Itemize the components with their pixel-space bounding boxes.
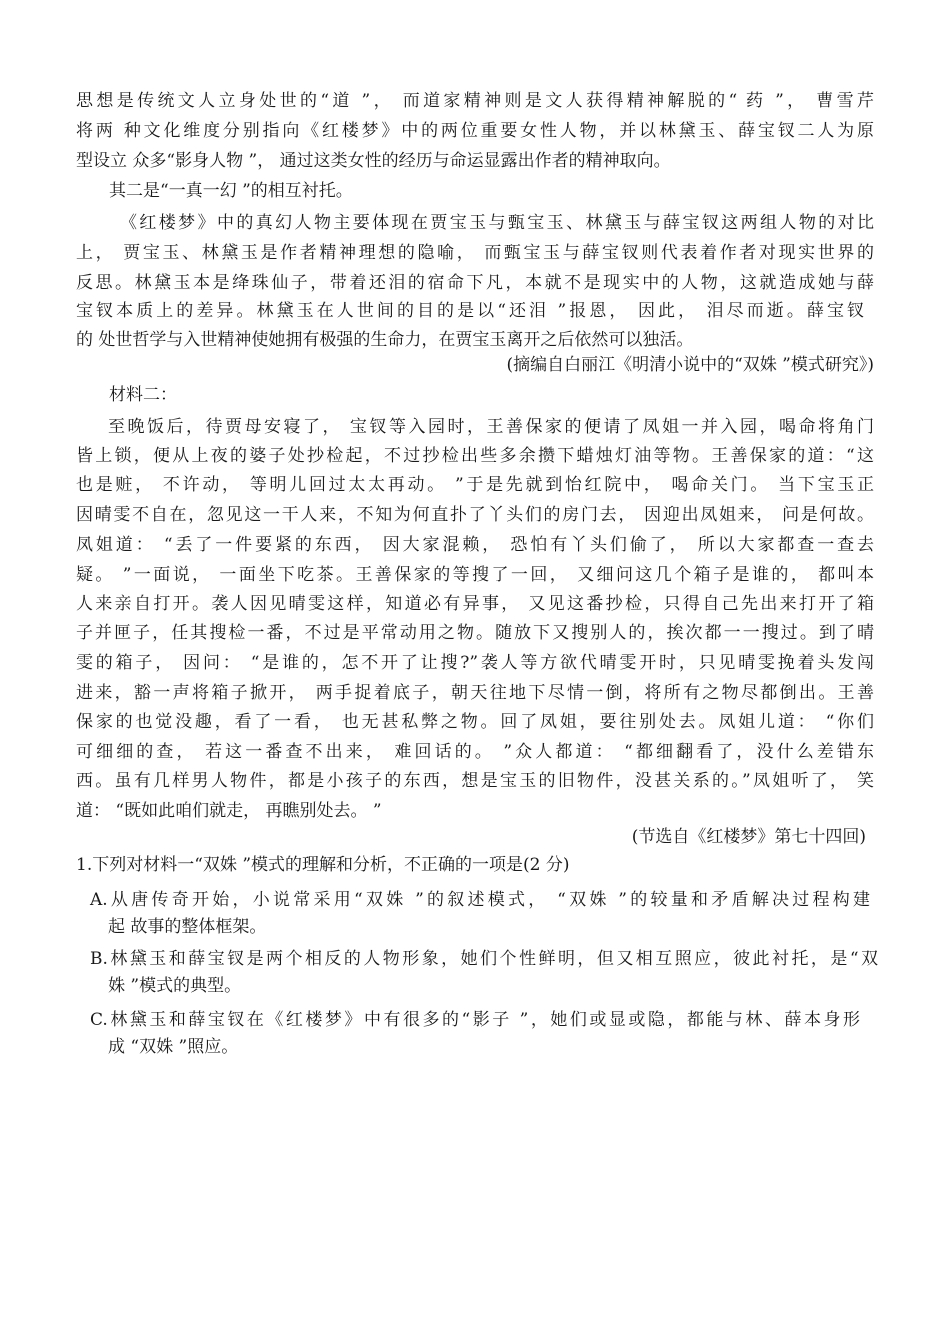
material-one-para2-line3: 反思。林黛玉本是绛珠仙子，带着还泪的宿命下凡，本就不是现实中的人物，这就造成她与薛 (76, 273, 874, 293)
material-two-line-10: 进来，豁一声将箱子掀开， 两手捉着底子，朝天往地下尽情一倒，将所有之物尽都倒出。王善 (76, 683, 874, 703)
material-two-heading: 材料二： (109, 385, 177, 405)
material-two-line-3: 也是赃， 不许动， 等明儿回过太太再动。 ”于是先就到怡红院中， 喝命关门。 当下宝玉正 (76, 475, 874, 495)
material-two-line-11: 保家的也觉没趣，看了一看， 也无甚私弊之物。回了凤姐，要往别处去。凤姐儿道： “你们 (76, 712, 874, 732)
material-two-line-6: 疑。 ”一面说， 一面坐下吃茶。王善保家的等搜了一回， 又细问这几个箱子是谁的， 都叫本 (76, 565, 874, 585)
material-two-line-9: 雯的箱子， 因问： “是谁的，怎不开了让搜?”袭人等方欲代晴雯开时，只见晴雯挽着头发闯 (76, 653, 874, 673)
material-two-citation: (节选自《红楼梦》第七十四回) (631, 827, 866, 847)
material-one-para1-line2: 将两 种文化维度分别指向《红楼梦》中的两位重要女性人物，并以林黛玉、薛宝钗二人为原 (76, 121, 874, 141)
material-one-para2-line4: 宝钗本质上的差异。林黛玉在人世间的目的是以“还泪 ”报恩， 因此， 泪尽而逝。薛宝钗 (76, 301, 864, 321)
material-two-line-4: 因晴雯不自在，忽见这一干人来，不知为何直扑了丫头们的房门去， 因迎出凤姐来， 问是何故。 (76, 505, 874, 525)
material-two-line-5: 凤姐道： “丢了一件要紧的东西， 因大家混赖， 恐怕有丫头们偷了， 所以大家都查一查去 (76, 535, 874, 555)
material-one-para1-line1: 思想是传统文人立身处世的“道 ”， 而道家精神则是文人获得精神解脱的“ 药 ”， 曹雪芹 (76, 91, 874, 111)
option-a-line1: A.从唐传奇开始，小说常采用“双姝 ”的叙述模式， “双姝 ”的较量和矛盾解决过程构建 (90, 890, 870, 910)
material-two-line-8: 子并匣子，任其搜检一番，不过是平常动用之物。随放下又搜别人的，挨次都一一搜过。到了晴 (76, 623, 874, 643)
material-one-citation: (摘编自白丽江《明清小说中的“双姝 ”模式研究》) (506, 355, 874, 375)
material-two-line-1: 至晚饭后，待贾母安寝了， 宝钗等入园时，王善保家的便请了凤姐一并入园，喝命将角门 (108, 417, 874, 437)
material-two-line-2: 皆上锁，便从上夜的婆子处抄检起，不过抄检出些多余攒下蜡烛灯油等物。王善保家的道：“这 (76, 446, 874, 466)
material-one-para2-line5: 的 处世哲学与入世精神使她拥有极强的生命力，在贾宝玉离开之后依然可以独活。 (76, 330, 694, 350)
question-1-stem: 1.下列对材料一“双姝 ”模式的理解和分析，不正确的一项是(2 分) (76, 855, 570, 875)
material-two-line-12: 可细细的查， 若这一番查不出来， 难回话的。 ”众人都道： “都细翻看了，没什么差错东 (76, 742, 874, 762)
option-b-line1: B.林黛玉和薛宝钗是两个相反的人物形象，她们个性鲜明，但又相互照应，彼此衬托，是“双 (90, 949, 878, 969)
material-one-para1-line3: 型设立 众多“影身人物 ”， 通过这类女性的经历与命运显露出作者的精神取向。 (76, 151, 671, 171)
material-one-para2-line2: 上， 贾宝玉、林黛玉是作者精神理想的隐喻， 而甄宝玉与薛宝钗则代表着作者对现实世界的 (76, 243, 874, 263)
material-one-para2-line1: 《红楼梦》中的真幻人物主要体现在贾宝玉与甄宝玉、林黛玉与薛宝钗这两组人物的对比 (120, 213, 874, 233)
material-two-line-7: 人来亲自打开。袭人因见晴雯这样，知道必有异事， 又见这番抄检，只得自己先出来打开了箱 (76, 594, 874, 614)
material-two-line-13: 西。虽有几样男人物件，都是小孩子的东西，想是宝玉的旧物件，没甚关系的。”凤姐听了， 笑 (76, 771, 874, 791)
section-heading-true-false: 其二是“一真一幻 ”的相互衬托。 (109, 181, 353, 201)
option-c-line1: C.林黛玉和薛宝钗在《红楼梦》中有很多的“影子 ”，她们或显或隐，都能与林、薛本身形 (90, 1010, 860, 1030)
material-two-line-14: 道： “既如此咱们就走， 再瞧别处去。 ” (76, 801, 382, 821)
option-b-line2: 姝 ”模式的典型。 (108, 976, 242, 996)
option-c-line2: 成 “双姝 ”照应。 (108, 1037, 239, 1057)
option-a-line2: 起 故事的整体框架。 (108, 917, 267, 937)
